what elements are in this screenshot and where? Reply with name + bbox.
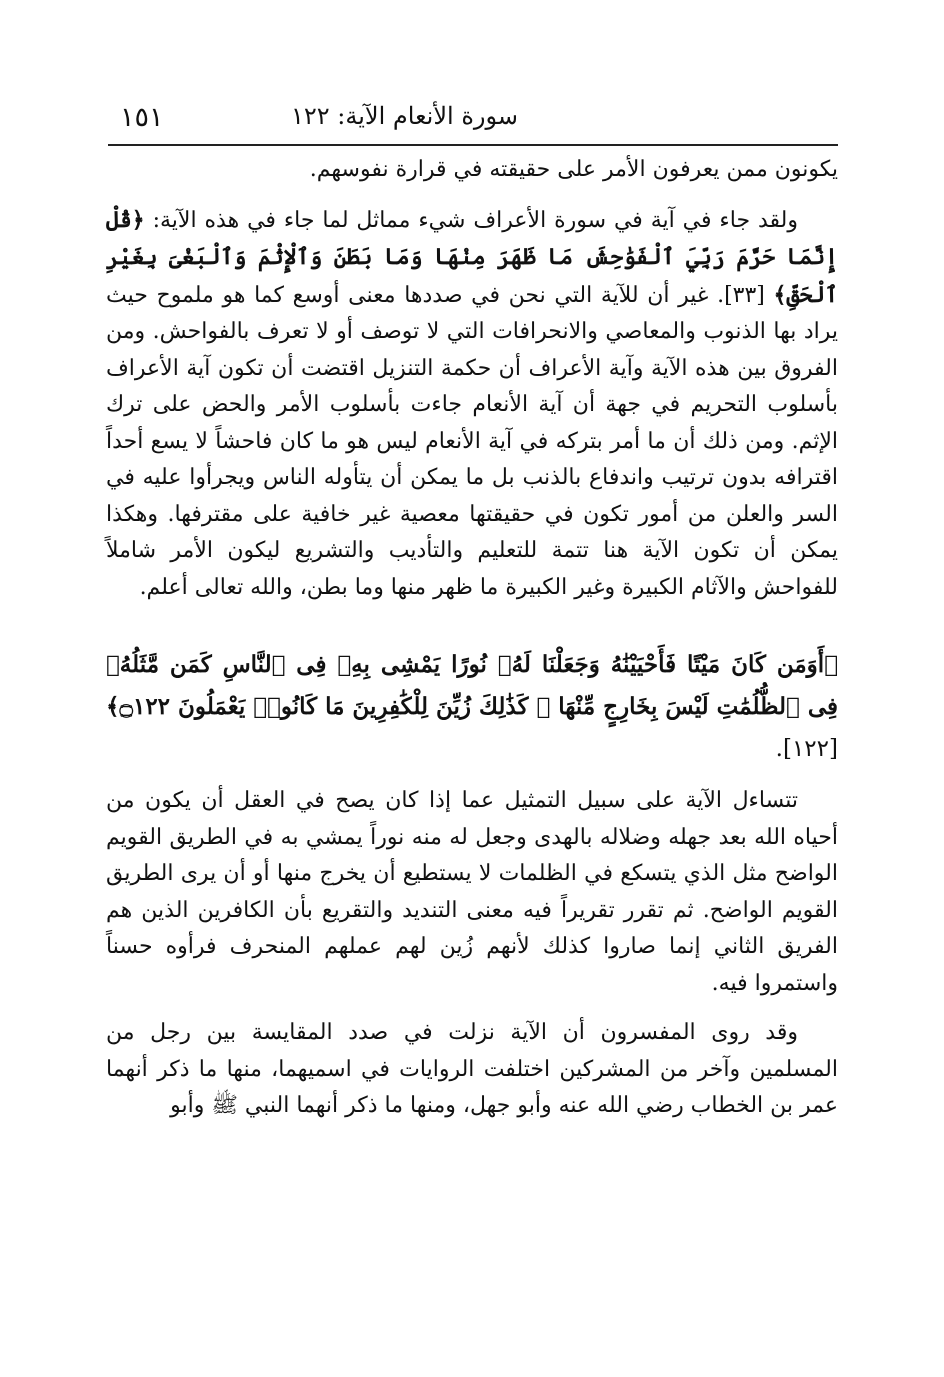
running-title: سورة الأنعام الآية: ١٢٢ — [290, 102, 518, 130]
paragraph-intro: ولقد جاء في آية في سورة الأعراف شيء مماثل لما جاء في هذه الآية: — [152, 207, 798, 233]
body-text — [106, 152, 838, 1125]
paragraph-text: يكونون ممن يعرفون الأمر على حقيقته في قرارة نفوسهم. — [309, 157, 838, 182]
page-header — [108, 100, 838, 146]
paragraph-commentary — [106, 783, 838, 1002]
page-number: ١٥١ — [120, 102, 164, 133]
verse-text: أَوَمَن كَانَ مَيْتًا فَأَحْيَيْنَٰهُ وَجَعَلْنَا لَهُۥ نُورًا يَمْشِى بِهِۦ فِى ٱلنَّاسِ كَمَن مَّثَلُهُۥ فِى ٱلظُّلُمَٰتِ لَيْسَ بِخَارِجٍ مِّنْهَا ۚ كَذَٰلِكَ زُيِّنَ لِلْكَٰفِرِينَ مَا كَانُوا۟ يَعْمَلُونَ ۝١٢٢ — [106, 651, 838, 720]
paragraph-continuation — [106, 152, 838, 189]
verse-reference: [٣٣]. — [717, 282, 765, 308]
header-rule — [108, 144, 838, 146]
paragraph-narration — [106, 1015, 838, 1125]
verse-open-bracket: ﴿ — [131, 206, 145, 233]
quoted-verse-araf: قُلْ إِنَّمَا حَرَّمَ رَبِّيَ ٱلْفَوَٰحِشَ مَا ظَهَرَ مِنْهَا وَمَا بَطَنَ وَٱلْإِثْمَ وَٱلْبَغْىَ بِغَيْرِ ٱلْحَقِّ — [106, 206, 838, 308]
verse-reference: [١٢٢]. — [775, 736, 838, 762]
paragraph-text: تتساءل الآية على سبيل التمثيل عما إذا كان يصح في العقل أن يكون من أحياه الله بعد جهله وضلاله بالهدى وجعل له منه نوراً يمشي به في الطريق القويم الواضح مثل الذي يتسكع في الظلمات لا يستطيع أن يخرج منها أو أن يرى الطريق القويم الواضح. ثم تقرر تقريراً فيه معنى التنديد والتقريع بأن الكافرين الذين هم الفريق الثاني إنما صاروا كذلك لأنهم زُين لهم عملهم المنحرف فرأوه حسناً واستمروا فيه. — [106, 788, 838, 996]
verse-block — [106, 644, 838, 770]
verse-open-bracket: ﴿ — [824, 651, 838, 678]
verse-close-bracket: ﴾ — [773, 281, 787, 308]
paragraph-text: غير أن للآية التي نحن في صددها معنى أوسع كما هو ملموح حيث يراد بها الذنوب والمعاصي والانحرافات التي لا توصف أو لا تعرف بالفواحش. ومن الفروق بين هذه الآية وآية الأعراف أن حكمة التنزيل اقتضت أن تكون آية الأعراف بأسلوب التحريم في جهة أن آية الأنعام جاءت بأسلوب الأمر والحض على ترك الإثم. ومن ذلك أن ما أمر بتركه في آية الأنعام ليس هو ما كان فاحشاً لا يسع أحداً اقترافه بدون ترتيب واندفاع بالذنب بل ما يمكن أن يتأوله الناس ويجرأوا عليه في السر والعلن من أمور تكون في حقيقتها معصية غير خافية على مقترفها. وهكذا يمكن أن تكون الآية هنا تتمة للتعليم والتأديب والتشريع ليكون الأمر شاملاً للفواحش والآثام الكبيرة وغير الكبيرة ما ظهر منها وما بطن، والله تعالى أعلم. — [106, 282, 838, 600]
paragraph-text: وقد روى المفسرون أن الآية نزلت في صدد المقايسة بين رجل من المسلمين وآخر من المشركين اختلفت الروايات في اسميهما، منها ما ذكر أنهما عمر بن الخطاب رضي الله عنه وأبو جهل، ومنها ما ذكر أنهما النبي ﷺ وأبو — [106, 1020, 838, 1118]
paragraph-gap — [106, 189, 838, 202]
paragraph-gap — [106, 770, 838, 783]
paragraph-araf-comparison — [106, 202, 838, 607]
verse-close-bracket: ﴾ — [106, 693, 120, 720]
section-gap — [106, 606, 838, 644]
paragraph-gap — [106, 1002, 838, 1015]
